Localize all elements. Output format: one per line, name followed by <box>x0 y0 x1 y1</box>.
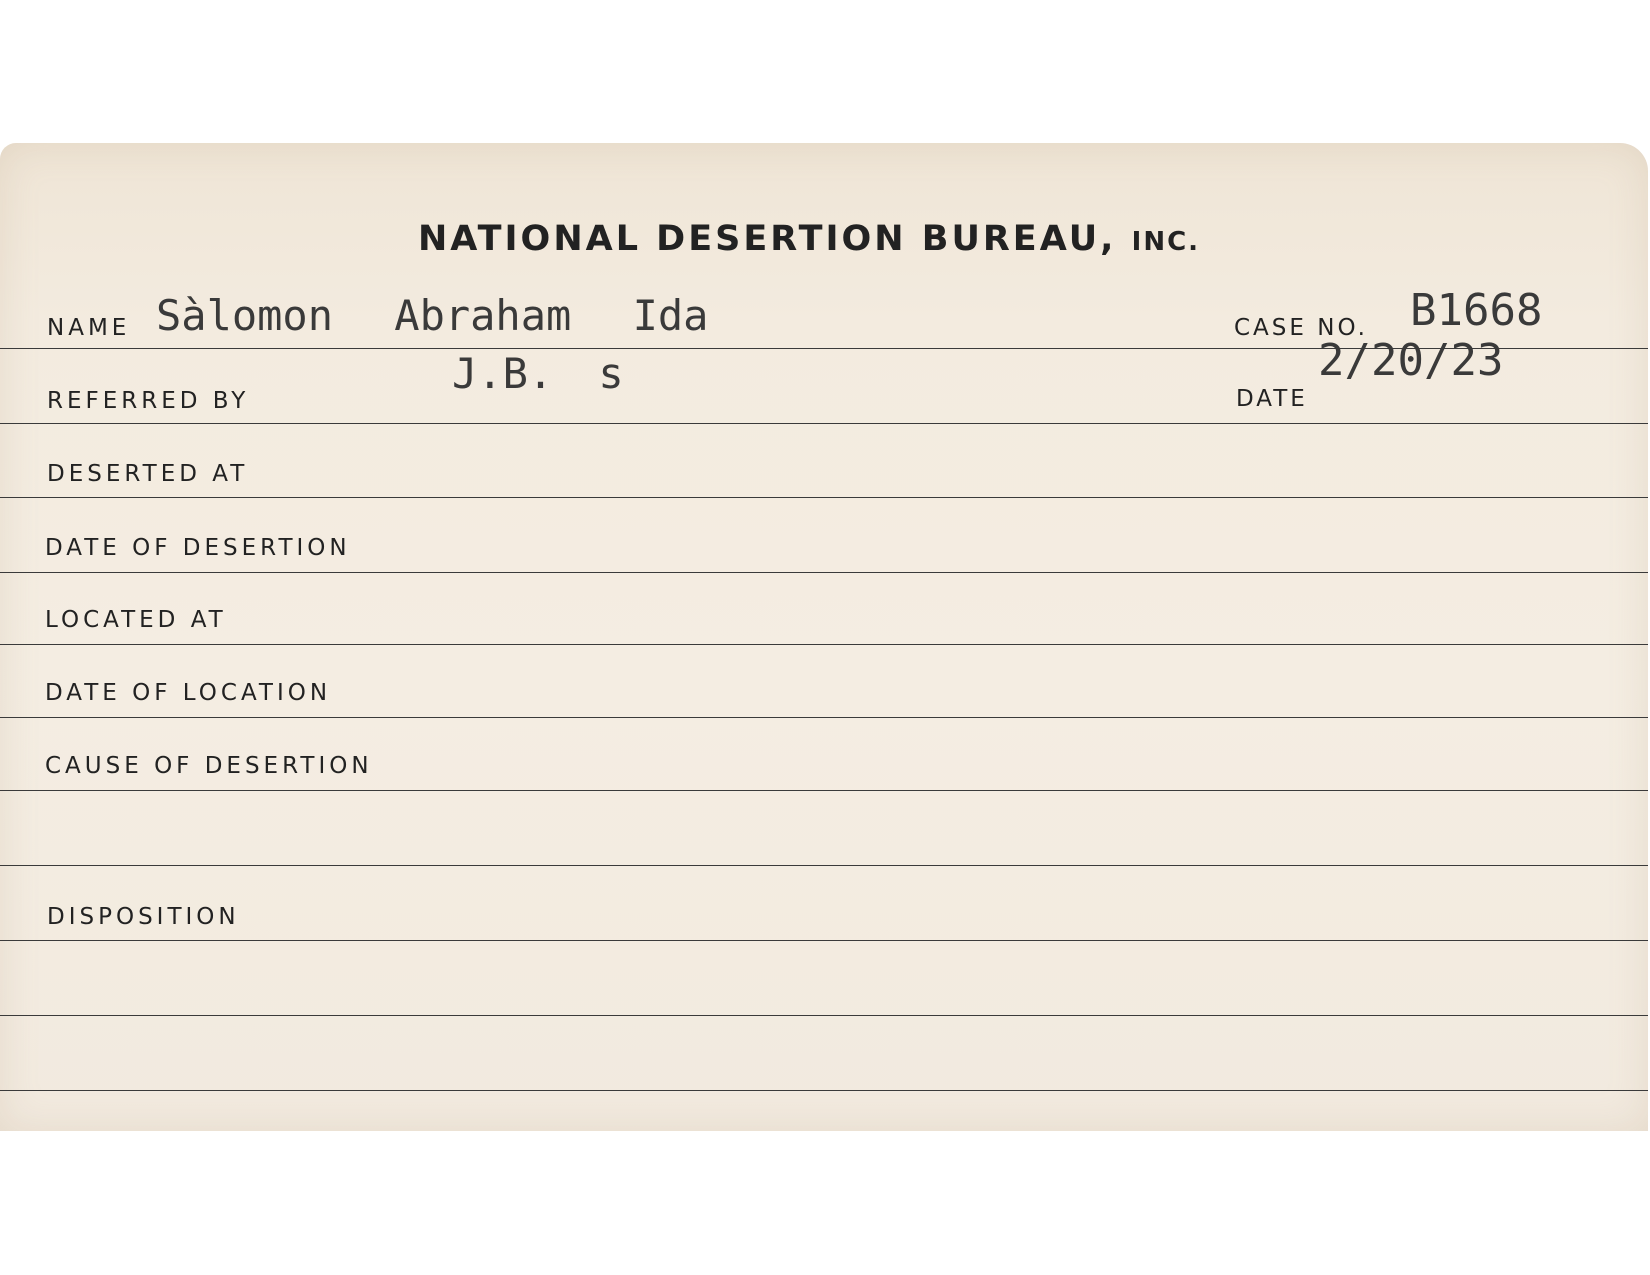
date-of-desertion-label: DATE OF DESERTION <box>45 535 351 561</box>
referred-by-label: REFERRED BY <box>47 388 250 414</box>
date-of-location-line <box>0 717 1648 718</box>
deserted-at-label: DESERTED AT <box>47 461 249 487</box>
date-of-location-label: DATE OF LOCATION <box>45 680 332 706</box>
date-label: DATE <box>1236 386 1308 412</box>
disposition-line-3 <box>0 1090 1648 1091</box>
referred-by-value: J.B. s <box>452 349 624 398</box>
located-at-label: LOCATED AT <box>45 607 227 633</box>
date-value: 2/20/23 <box>1318 335 1504 386</box>
card-title-main: NATIONAL DESERTION BUREAU, <box>418 219 1117 259</box>
deserted-at-line <box>0 497 1648 498</box>
index-card <box>0 143 1648 1131</box>
case-no-value: B1668 <box>1410 285 1543 336</box>
name-label: NAME <box>47 315 131 341</box>
disposition-line <box>0 940 1648 941</box>
cause-of-desertion-label: CAUSE OF DESERTION <box>45 753 373 779</box>
card-title <box>418 219 1200 259</box>
cause-of-desertion-line-2 <box>0 865 1648 866</box>
date-of-desertion-line <box>0 572 1648 573</box>
cause-of-desertion-line <box>0 790 1648 791</box>
referred-by-line <box>0 423 1648 424</box>
disposition-label: DISPOSITION <box>47 904 240 930</box>
card-title-suffix: INC. <box>1131 227 1201 257</box>
name-value: Sàlomon Abraham Ida <box>156 291 709 340</box>
disposition-line-2 <box>0 1015 1648 1016</box>
case-no-label: CASE NO. <box>1234 315 1368 341</box>
located-at-line <box>0 644 1648 645</box>
